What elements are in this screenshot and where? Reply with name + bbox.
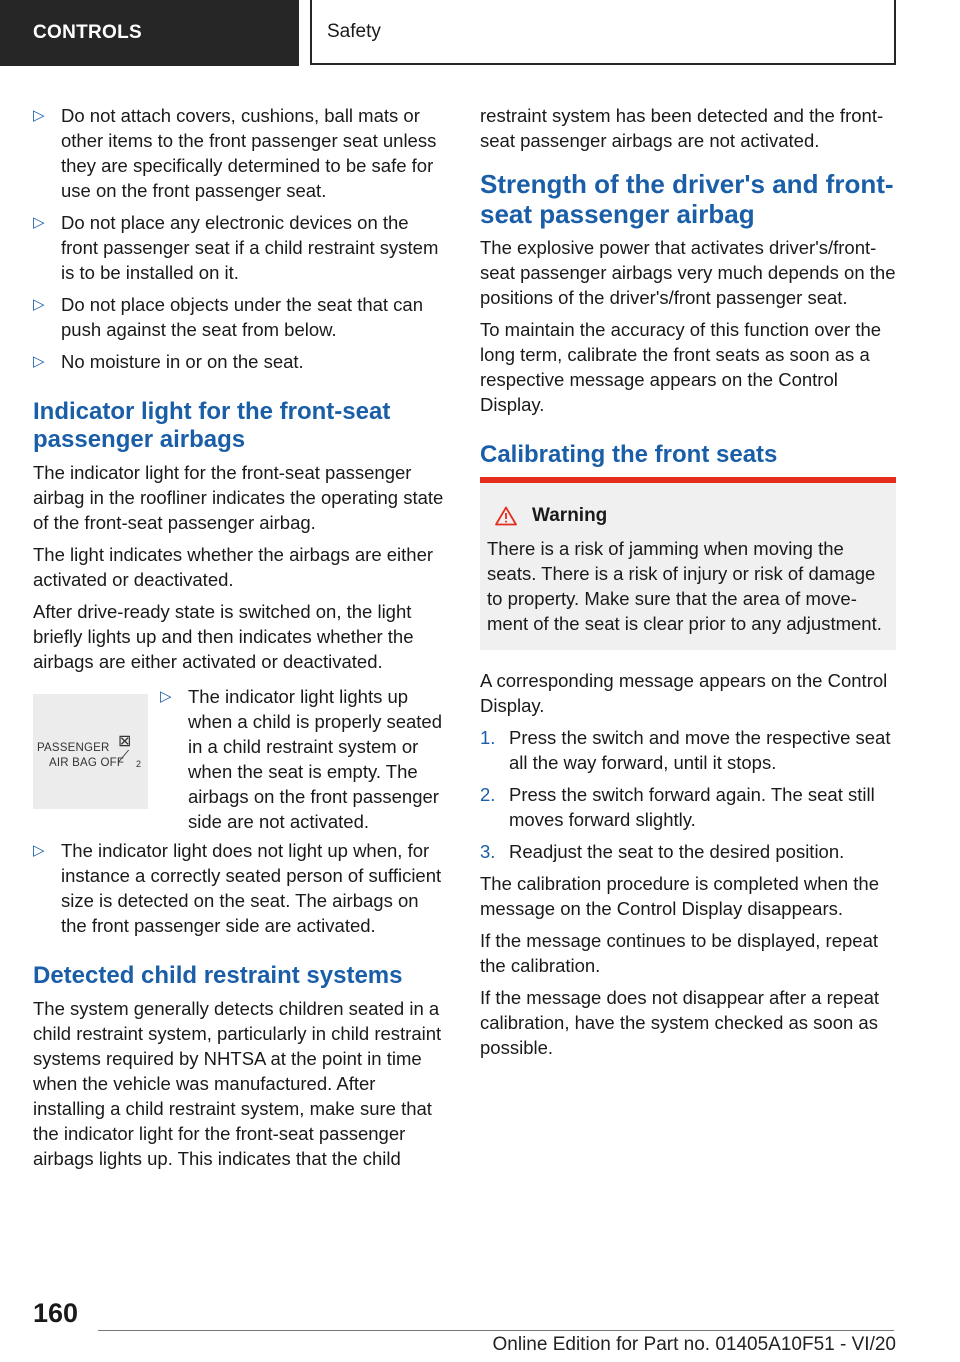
page-header — [0, 0, 960, 66]
triangle-bullet-icon: ▷ — [33, 107, 45, 124]
triangle-bullet-icon: ▷ — [33, 296, 45, 313]
footer-divider — [98, 1330, 894, 1331]
step-item: 3. Readjust the seat to the desired position. — [480, 841, 845, 862]
triangle-bullet-icon: ▷ — [160, 688, 172, 705]
triangle-bullet-icon: ▷ — [33, 214, 45, 231]
list-item: ▷ Do not place objects under the seat that can push against the seat from below. — [33, 294, 424, 340]
indicator-row — [33, 686, 448, 834]
list-item: ▷ The indicator light lights up when a child is properly seated in a child restraint system or when the seat is empty. The airbags on the front passenger side are not activated. — [160, 686, 443, 832]
warning-title: Warning — [487, 503, 888, 528]
warning-triangle-icon — [495, 506, 517, 526]
paragraph: The explosive power that activates driver's/front-seat passenger airbags very much depends on the positions of the driver's/front passenger seat. — [480, 237, 896, 308]
right-column — [480, 103, 896, 1067]
triangle-bullet-icon: ▷ — [33, 353, 45, 370]
strength-heading: Strength of the driver's and front-seat passenger airbag — [480, 169, 894, 229]
triangle-bullet-icon: ▷ — [33, 842, 45, 859]
step-item: 1. Press the switch and move the respective seat all the way forward, until it stops. — [480, 727, 891, 773]
list-item: ▷ No moisture in or on the seat. — [33, 351, 304, 372]
indicator-heading: Indicator light for the front-seat passenger airbags — [33, 398, 391, 453]
detected-heading: Detected child restraint systems — [33, 962, 403, 989]
passenger-airbag-off-indicator-image: PASSENGER AIR BAG OFF ⊠ ⟋ 2 — [33, 694, 148, 809]
paragraph: The light indicates whether the airbags are either activated or deactivated. — [33, 544, 434, 590]
list-item: ▷ Do not place any electronic devices on the front passenger seat if a child restraint system is to be installed on it. — [33, 212, 439, 283]
page-number: 160 — [33, 1298, 79, 1328]
paragraph: The system generally detects children seated in a child restraint system, particularly in child restraint systems required by NHTSA at the point in time when the vehicle was manufactured. After installing a child restraint system, make sure that the indicator light for the front-seat passenger airbags lights up. This indicates that the child — [33, 998, 442, 1169]
footer-edition: Online Edition for Part no. 01405A10F51 - VI/20 — [492, 1334, 896, 1355]
list-item: ▷ The indicator light does not light up when, for instance a correctly seated person of sufficient size is detected on the seat. The airbags on the front passenger side are activated. — [33, 840, 442, 936]
left-column — [33, 103, 448, 1178]
calibrating-heading: Calibrating the front seats — [480, 441, 778, 468]
paragraph: If the message does not disappear after a repeat calibration, have the system checked as soon as possible. — [480, 987, 880, 1058]
paragraph: A corresponding message appears on the Control Display. — [480, 670, 888, 716]
warning-box — [480, 477, 896, 650]
section-tab: CONTROLS — [0, 0, 299, 66]
paragraph: The indicator light for the front-seat passenger airbag in the roofliner indicates the operating state of the front-seat passenger airbag. — [33, 462, 444, 533]
paragraph: restraint system has been detected and the front-seat passenger airbags are not activated. — [480, 105, 884, 151]
list-item: ▷ Do not attach covers, cushions, ball mats or other items to the front passenger seat unless they are specifically determined to be safe for use on the front passenger seat. — [33, 105, 437, 201]
seated-person-icon: ⊠ ⟋ — [118, 733, 132, 766]
paragraph: After drive-ready state is switched on, the light briefly lights up and then indicates whether the airbags are either activated or deactivated. — [33, 601, 414, 672]
chapter-tab: Safety — [310, 0, 896, 65]
step-item: 2. Press the switch forward again. The seat still moves forward slightly. — [480, 784, 875, 830]
warning-text: There is a risk of jamming when moving the seats. There is a risk of injury or risk of damage to property. Make sure that the area of movement of the seat is clear prior to any adjustment. — [487, 538, 882, 634]
paragraph: The calibration procedure is completed when the message on the Control Display disappears. — [480, 873, 880, 919]
paragraph: To maintain the accuracy of this function over the long term, calibrate the front seats as soon as a respective message appears on the Control Display. — [480, 319, 882, 415]
paragraph: If the message continues to be displayed, repeat the calibration. — [480, 930, 879, 976]
